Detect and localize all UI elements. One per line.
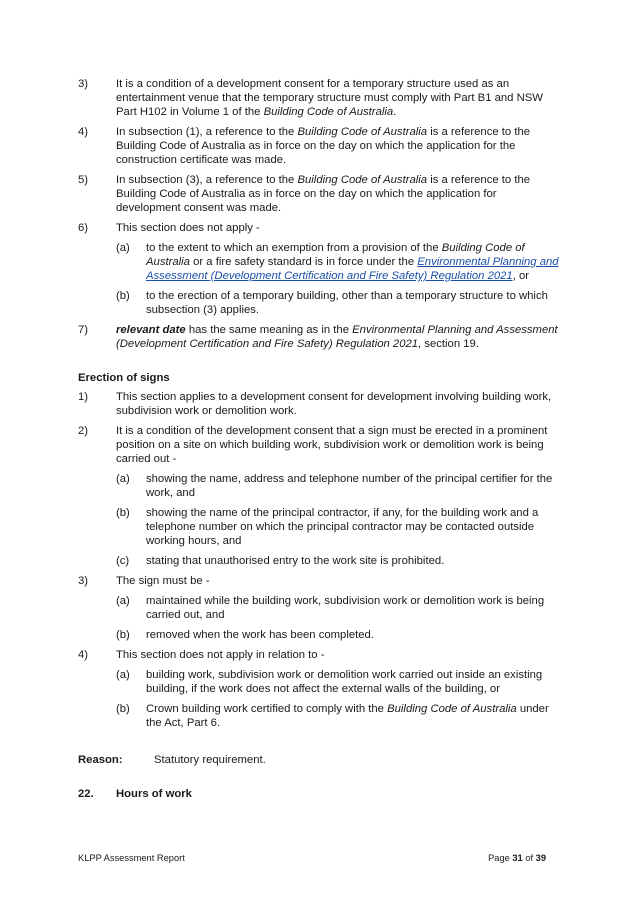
item-text xyxy=(116,574,562,588)
text-run: showing the name, address and telephone number of the principal certifier for the work, and xyxy=(146,473,553,499)
sub-list-item xyxy=(116,289,562,317)
sub-item-number: (b) xyxy=(116,507,130,519)
regulation-link[interactable]: Environmental Planning and Assessment (Development Certification and Fire Safety) Regulation 2021 xyxy=(146,256,559,282)
sub-item-number: (b) xyxy=(116,290,130,302)
text-run: Crown building work certified to comply with the xyxy=(146,703,388,715)
item-text xyxy=(116,77,562,119)
item-text xyxy=(116,390,562,418)
reason-text: Statutory requirement. xyxy=(154,754,266,766)
text-run: stating that unauthorised entry to the work site is prohibited. xyxy=(146,555,445,567)
item-text xyxy=(116,323,562,351)
text-run: This section does not apply - xyxy=(116,222,260,234)
text-run: or a fire safety standard is in force under the xyxy=(189,256,418,268)
sub-item-number: (b) xyxy=(116,629,130,641)
sub-list-item xyxy=(116,594,562,622)
text-run: . xyxy=(393,106,397,118)
text-run: to the extent to which an exemption from a provision of the xyxy=(146,242,442,254)
sub-list-item xyxy=(116,554,562,568)
item-number: 3) xyxy=(78,575,89,587)
item-text xyxy=(116,221,562,235)
sub-item-text xyxy=(146,668,562,696)
text-run: Building Code of Australia xyxy=(297,126,428,138)
item-text xyxy=(116,424,562,466)
text-run: In subsection (3), a reference to the xyxy=(116,174,298,186)
list-item xyxy=(78,77,562,119)
section-heading xyxy=(78,787,562,801)
list-item xyxy=(78,574,562,588)
sub-item-number: (a) xyxy=(116,473,130,485)
text-run: , section 19. xyxy=(418,338,479,350)
sub-item-number: (b) xyxy=(116,703,130,715)
section-number: 22. xyxy=(78,788,94,800)
list-item xyxy=(78,390,562,418)
sub-list-item xyxy=(116,472,562,500)
text-run: under the Act, Part 6. xyxy=(146,703,549,729)
list-item xyxy=(78,221,562,235)
page-content xyxy=(78,77,562,801)
sub-item-text xyxy=(146,594,562,622)
sub-list-item xyxy=(116,628,562,642)
text-run: is a reference to the Building Code of Australia as in force on the day on which the application for the construction certificate was made. xyxy=(116,126,531,166)
page-footer xyxy=(78,853,546,863)
reason-row xyxy=(78,753,562,767)
reason-label: Reason: xyxy=(78,754,123,766)
sub-item-text xyxy=(146,241,562,283)
page-total: 39 xyxy=(535,853,546,863)
section-title: Hours of work xyxy=(116,788,192,800)
sub-item-number: (c) xyxy=(116,555,130,567)
sub-list-item xyxy=(116,702,562,730)
list-item xyxy=(78,125,562,167)
sub-item-text xyxy=(146,289,562,317)
sub-item-text xyxy=(146,506,562,548)
condition-list-top xyxy=(78,77,562,351)
list-item xyxy=(78,323,562,351)
list-item xyxy=(78,424,562,466)
text-run: It is a condition of a development consent for a temporary structure used as an entertainment venue that the temporary structure must comply with Part B1 and NSW Part H102 in Volume 1 of the xyxy=(116,78,543,118)
text-run: is a reference to the Building Code of Australia as in force on the day on which the application for development consent was made. xyxy=(116,174,531,214)
sub-list-item xyxy=(116,506,562,548)
item-number: 3) xyxy=(78,78,89,90)
page-separator: of xyxy=(522,853,536,863)
sub-list-item xyxy=(116,668,562,696)
item-number: 6) xyxy=(78,222,89,234)
text-run: showing the name of the principal contractor, if any, for the building work and a telephone number on which the principal contractor may be contacted outside working hours, and xyxy=(146,507,539,547)
item-text xyxy=(116,173,562,215)
sub-item-text xyxy=(146,472,562,500)
text-run: The sign must be - xyxy=(116,575,210,587)
text-run: relevant date xyxy=(116,324,186,336)
item-number: 2) xyxy=(78,425,89,437)
sub-item-text xyxy=(146,702,562,730)
item-number: 4) xyxy=(78,126,89,138)
list-item xyxy=(78,173,562,215)
signs-heading: Erection of signs xyxy=(78,372,170,384)
text-run: has the same meaning as in the xyxy=(185,324,353,336)
text-run: This section applies to a development consent for development involving building work, subdivision work or demolition work. xyxy=(116,391,552,417)
item-text xyxy=(116,125,562,167)
sub-item-number: (a) xyxy=(116,242,130,254)
item-number: 4) xyxy=(78,649,89,661)
text-run: Building Code of Australia xyxy=(146,242,525,268)
text-run: Building Code of Australia xyxy=(297,174,428,186)
sub-item-text xyxy=(146,554,562,568)
text-run: , or xyxy=(512,270,530,282)
page-prefix: Page xyxy=(488,853,513,863)
text-run: Building Code of Australia xyxy=(263,106,394,118)
text-run: to the erection of a temporary building, other than a temporary structure to which subsection (3) applies. xyxy=(146,290,548,316)
page-number xyxy=(488,853,546,863)
sub-item-number: (a) xyxy=(116,669,130,681)
text-run: This section does not apply in relation to - xyxy=(116,649,325,661)
item-number: 7) xyxy=(78,324,89,336)
text-run: maintained while the building work, subdivision work or demolition work is being carried out, and xyxy=(146,595,545,621)
sub-item-number: (a) xyxy=(116,595,130,607)
text-run: It is a condition of the development consent that a sign must be erected in a prominent position on a site on which building work, subdivision work or demolition work is being carried out - xyxy=(116,425,548,465)
text-run: removed when the work has been completed. xyxy=(146,629,374,641)
page-current: 31 xyxy=(512,853,523,863)
text-run: Environmental Planning and Assessment (Development Certification and Fire Safety) Regulation 2021 xyxy=(116,324,558,350)
sub-list-item xyxy=(116,241,562,283)
text-run: Building Code of Australia xyxy=(387,703,517,715)
list-item xyxy=(78,648,562,662)
signs-condition-list xyxy=(78,390,562,730)
text-run: In subsection (1), a reference to the xyxy=(116,126,298,138)
sub-item-text xyxy=(146,628,562,642)
footer-report-name: KLPP Assessment Report xyxy=(78,853,185,863)
item-text xyxy=(116,648,562,662)
text-run: building work, subdivision work or demolition work carried out inside an existing building, if the work does not affect the external walls of the building, or xyxy=(146,669,543,695)
item-number: 1) xyxy=(78,391,89,403)
item-number: 5) xyxy=(78,174,89,186)
